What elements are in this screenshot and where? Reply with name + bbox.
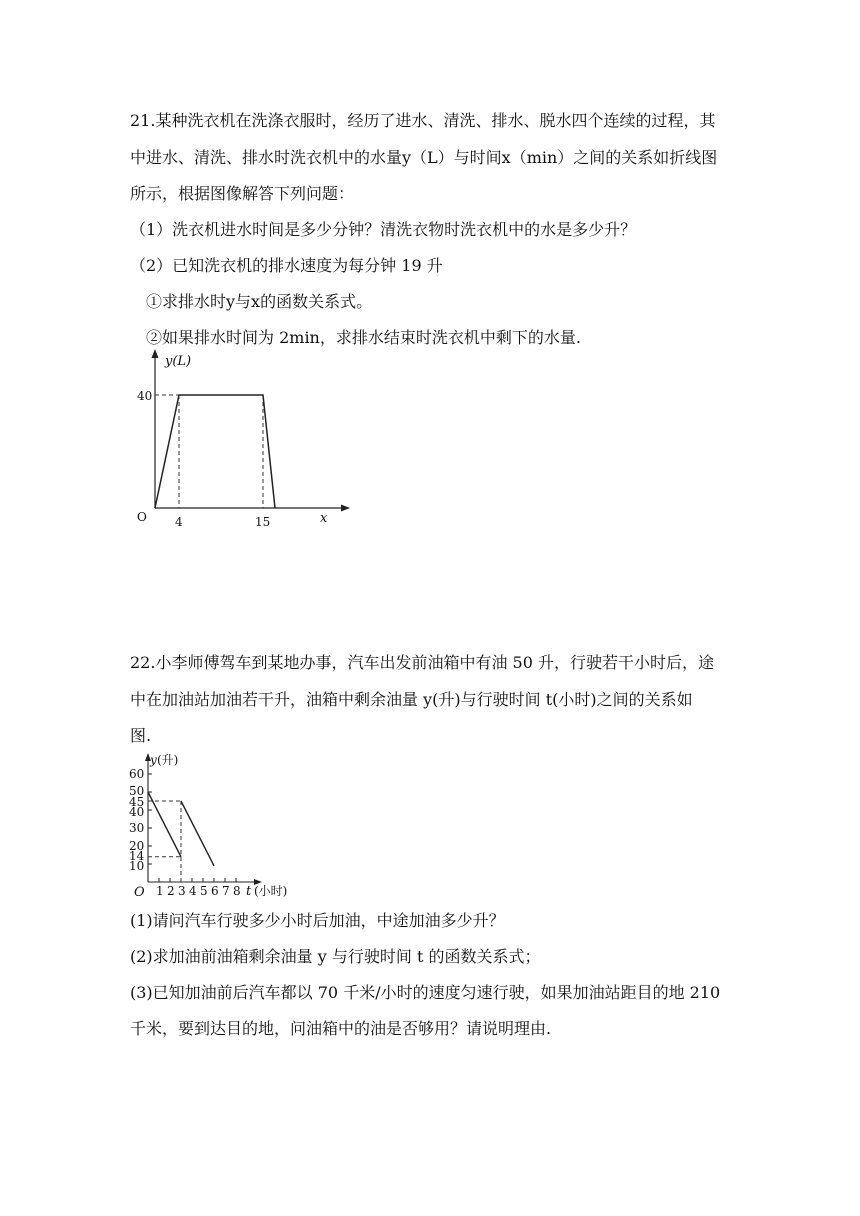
washing-machine-chart (130, 345, 370, 545)
chart2-ytick-14: 14 (129, 849, 145, 863)
chart1-ylabel: y(L) (165, 354, 192, 369)
chart1-xtick-15: 15 (255, 515, 271, 529)
q22-line3: 图. (130, 726, 152, 745)
chart2-xtick-2: 2 (167, 884, 175, 898)
chart2-ytick-45: 45 (129, 795, 145, 809)
chart2-after-refuel-line (181, 801, 214, 866)
q22-line2: 中在加油站加油若干升，油箱中剩余油量 y(升)与行驶时间 t(小时)之间的关系如 (130, 690, 693, 709)
q21-sub2b: ②如果排水时间为 2min，求排水结束时洗衣机中剩下的水量. (146, 328, 581, 347)
chart2-xlabel-unit: (小时) (254, 884, 288, 898)
chart2-ytick-40: 40 (129, 805, 145, 819)
fuel-chart (126, 748, 316, 900)
chart2-xtick-3: 3 (178, 884, 186, 898)
chart2-ytick-60: 60 (129, 767, 145, 781)
q21-sub2: （2）已知洗衣机的排水速度为每分钟 19 升 (130, 256, 443, 275)
chart2-xtick-8: 8 (233, 884, 241, 898)
q21-line2: 中进水、清洗、排水时洗衣机中的水量y（L）与时间x（min）之间的关系如折线图 (130, 148, 718, 167)
chart1-xlabel: x (320, 511, 328, 526)
q22-sub3b: 千米，要到达目的地，问油箱中的油是否够用？请说明理由. (130, 1019, 552, 1038)
q22-sub2: (2)求加油前油箱剩余油量 y 与行驶时间 t 的函数关系式； (130, 947, 541, 966)
chart2-xtick-1: 1 (156, 884, 164, 898)
chart2-ytick-30: 30 (129, 821, 145, 835)
q21-line3: 所示，根据图像解答下列问题： (130, 184, 355, 203)
q22-sub3a: (3)已知加油前后汽车都以 70 千米/小时的速度匀速行驶，如果加油站距目的地 210 (130, 983, 721, 1002)
q22-sub1: (1)请问汽车行驶多少小时后加油，中途加油多少升？ (130, 911, 505, 930)
chart1-ytick-40: 40 (137, 389, 153, 403)
chart1-y-arrow (152, 349, 159, 358)
chart2-origin: O (134, 885, 145, 900)
chart2-xtick-5: 5 (200, 884, 208, 898)
q21-sub1: （1）洗衣机进水时间是多少分钟？清洗衣物时洗衣机中的水是多少升？ (130, 220, 637, 239)
q21-line1: 21.某种洗衣机在洗涤衣服时，经历了进水、清洗、排水、脱水四个连续的过程，其 (130, 111, 716, 130)
chart1-water-line (155, 395, 275, 508)
chart1-xtick-4: 4 (175, 515, 183, 529)
q21-sub2a: ①求排水时y与x的函数关系式。 (146, 292, 373, 311)
chart2-ytick-20: 20 (129, 839, 145, 853)
chart2-before-refuel-line (148, 792, 181, 857)
chart1-origin: O (137, 510, 147, 524)
chart2-xtick-6: 6 (211, 884, 219, 898)
chart2-xtick-4: 4 (189, 884, 197, 898)
chart2-ylabel-var: y (150, 753, 157, 767)
chart2-ylabel-unit: (升) (157, 753, 179, 767)
chart2-xlabel-var: t (246, 884, 252, 899)
chart1-x-arrow (341, 505, 350, 512)
chart2-ytick-10: 10 (129, 859, 145, 873)
q22-line1: 22.小李师傅驾车到某地办事，汽车出发前油箱中有油 50 升，行驶若干小时后，途 (130, 653, 714, 672)
chart2-ytick-50: 50 (129, 784, 145, 798)
chart2-xtick-7: 7 (222, 884, 230, 898)
